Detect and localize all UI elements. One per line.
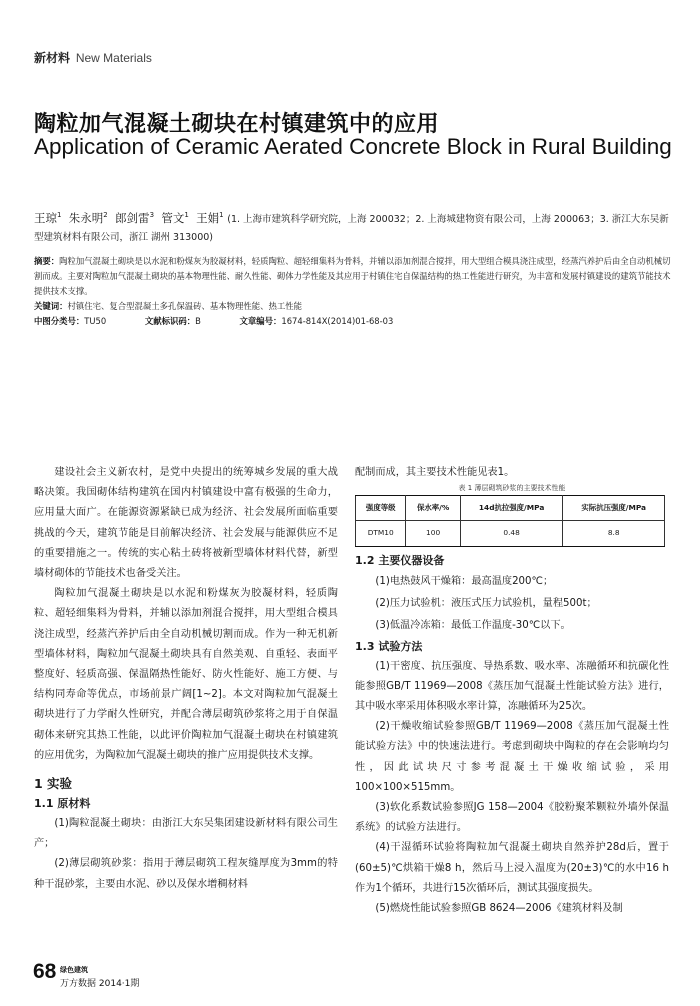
- authors-block: 王琼$^1$ 朱永明$^2$ 郎剑雷$^3$ 管文$^1$ 王娟$^1$ (1. 上海市建筑科学研究院，上海 200032；2. 上海城建物资有限公司，上海 200063；3. 浙江大东吴新型建筑材料有限公司，浙江 湖州 313000): [34, 210, 669, 243]
- article-title-en: Application of Ceramic Aerated Concrete Block in Rural Building: [34, 134, 672, 159]
- author-name: 朱永明: [68, 210, 104, 225]
- issue-number: 2014·1期: [98, 979, 140, 989]
- material-item: (2)薄层砌筑砂浆：指用于薄层砌筑工程灰缝厚度为3mm的特种干混砂浆，主要由水泥、砂以及保水增稠材料: [34, 858, 338, 890]
- table-header-row: [356, 496, 665, 521]
- section-heading-experiment: 1 实验: [34, 776, 73, 792]
- keywords-text: 村镇住宅、复合型混凝土多孔保温砖、基本物理性能、热工性能: [67, 301, 302, 311]
- intro-paragraph-2: 陶粒加气混凝土砌块是以水泥和粉煤灰为胶凝材料，轻质陶粒、超轻细集料为骨料，并辅以添加剂混合搅拌，用大型组合模具浇注成型，经蒸汽养护后由全自动机械切割而成。作为一种无机新型墙体材料，陶粒加气混凝土砌块具有自然美观、自重轻、表面平整度好、轻质高强、保温隔热性能好、防火性能好、施工方便、与结构同寿命等优点，市场前景广阔[1~2]。本文对陶粒加气混凝土砌块进行了力学耐久性研究，并配合薄层砌筑砂浆将之用于自保温砌体来研究其热工性能，以此评价陶粒加气混凝土砌块在村镇建筑的应用优劣，为陶粒加气混凝土砌块的推广应用提供技术支撑。: [34, 588, 338, 761]
- table-header-cell: 保水率/%: [406, 496, 460, 521]
- abstract-text: 陶粒加气混凝土砌块是以水泥和粉煤灰为胶凝材料，轻质陶粒、超轻细集料为骨料，并辅以添加剂混合搅拌，用大型组合模具浇注成型，经蒸汽养护后由全自动机械切割而成。主要对陶粒加气混凝土砌块的基本物理性能、耐久性能、砌体力学性能及其应用于村镇住宅自保温结构的热工性能进行研究，为丰富和发展村镇建设的建筑节能技术提供技术支撑。: [34, 256, 671, 296]
- author-affiliations: (1. 上海市建筑科学研究院，上海 200032；2. 上海城建物资有限公司，上海 200063；3. 浙江大东吴新型建筑材料有限公司，浙江 湖州 313000): [34, 213, 669, 243]
- doc-code: B: [195, 316, 201, 326]
- article-meta: [34, 254, 676, 329]
- author-name: 王娟: [196, 210, 220, 225]
- method-item: (2)干燥收缩试验参照GB/T 11969—2008《蒸压加气混凝土性能试验方法》中的快速法进行。考虑到砌块中陶粒的存在会影响均匀性，因此试块尺寸参考混凝土干燥收缩试验，采用100×100×515mm。: [355, 721, 669, 793]
- table-cell: DTM10: [356, 521, 406, 546]
- instrument-item: (1)电热鼓风干燥箱：最高温度200℃；: [375, 575, 554, 587]
- subsection-heading-instruments: 1.2 主要仪器设备: [355, 553, 445, 567]
- table-cell: 0.48: [460, 521, 563, 546]
- subsection-heading-methods: 1.3 试验方法: [355, 639, 423, 653]
- article-number: 1674-814X(2014)01-68-03: [281, 316, 394, 326]
- left-column: [34, 463, 338, 895]
- table-header-cell: 14d抗拉强度/MPa: [460, 496, 563, 521]
- material-item: (1)陶粒混凝土砌块：由浙江大东吴集团建设新材料有限公司生产；: [34, 818, 338, 850]
- table-header-cell: 实际抗压强度/MPa: [563, 496, 665, 521]
- keywords: [34, 299, 676, 314]
- journal-issue: [60, 976, 139, 989]
- mortar-properties-table: [355, 495, 665, 546]
- method-item: (1)干密度、抗压强度、导热系数、吸水率、冻融循环和抗碳化性能参照GB/T 11969—2008《蒸压加气混凝土性能试验方法》进行，其中吸水率采用体积吸水率计算，冻融循环为25次。: [355, 660, 669, 713]
- right-column: [355, 463, 669, 919]
- table-cell: 8.8: [563, 521, 665, 546]
- author-name: 郎剑雷: [115, 210, 150, 225]
- journal-source: 万方数据: [60, 979, 97, 989]
- table-caption: 表 1 薄层砌筑砂浆的主要技术性能: [458, 484, 566, 493]
- section-header: [34, 49, 152, 66]
- abstract: [34, 254, 676, 299]
- section-label-cn: 新材料: [34, 51, 71, 65]
- intro-paragraph-1: 建设社会主义新农村，是党中央提出的统筹城乡发展的重大战略决策。我国砌体结构建筑在国内村镇建设中富有极强的生命力，应用量大面广。在能源资源紧缺已成为经济、社会发展所面临重要挑战的今天，建筑节能是目前解决经济、社会发展与能源供应不足的重要措施之一。传统的实心粘土砖将被新型墙体材料代替，新型墙材砌体的节能技术也备受关注。: [34, 467, 338, 580]
- method-item: (3)软化系数试验参照JG 158—2004《胶粉聚苯颗粒外墙外保温系统》的试验方法进行。: [355, 802, 669, 834]
- method-item: (4)干湿循环试验将陶粒加气混凝土砌块自然养护28d后，置于(60±5)℃烘箱干燥8 h，然后马上浸入温度为(20±3)℃的水中16 h作为1个循环，共进行15次循环后，测试其强度损失。: [355, 842, 669, 894]
- instrument-item: (2)压力试验机：液压式压力试验机，量程500t；: [375, 597, 597, 609]
- continued-text: 配制而成，其主要技术性能见表1。: [355, 467, 515, 478]
- subsection-heading-materials: 1.1 原材料: [34, 797, 91, 811]
- page-number: 68: [33, 960, 57, 983]
- table-cell: 100: [406, 521, 460, 546]
- keywords-label: 关键词：: [34, 301, 68, 311]
- method-item: (5)燃烧性能试验参照GB 8624—2006《建筑材料及制: [375, 903, 623, 915]
- abstract-label: 摘要：: [34, 256, 60, 266]
- classification-row: 中图分类号：TU50 文献标识码：B 文章编号：1674-814X(2014)01-68-03: [34, 316, 394, 326]
- clc-number: TU50: [84, 316, 107, 326]
- instrument-item: (3)低温冷冻箱：最低工作温度-30℃以下。: [375, 619, 571, 631]
- table-header-cell: 强度等级: [356, 496, 406, 521]
- article-title-cn: 陶粒加气混凝土砌块在村镇建筑中的应用: [34, 112, 440, 137]
- table-row: [356, 521, 665, 546]
- journal-name: 绿色建筑: [60, 966, 88, 974]
- author-name: 王琼: [34, 210, 57, 225]
- section-label-en: New Materials: [75, 51, 152, 65]
- author-name: 管文: [161, 210, 185, 225]
